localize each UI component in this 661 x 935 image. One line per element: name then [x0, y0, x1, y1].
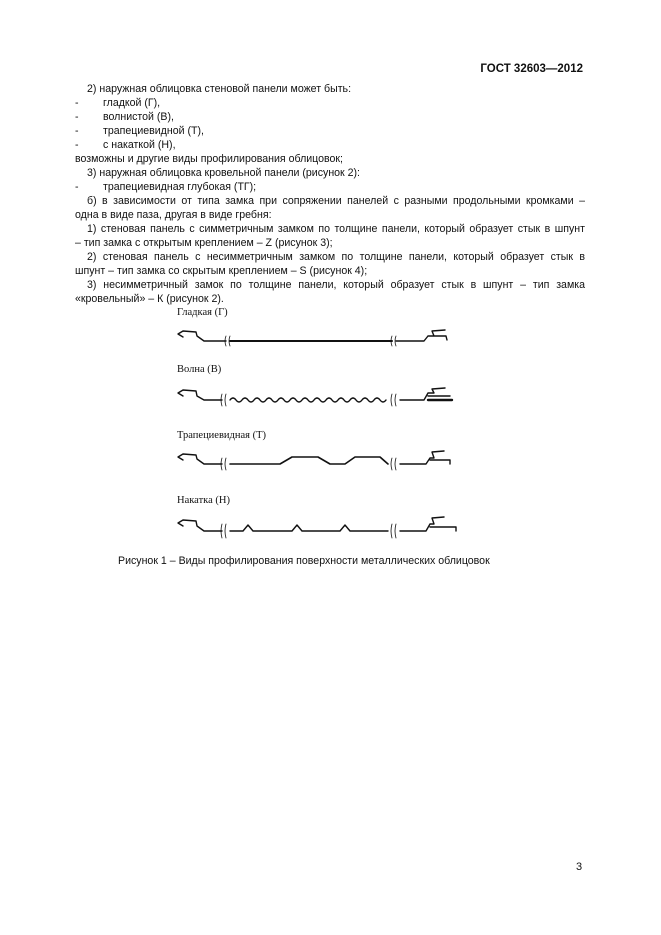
profile-smooth-drawing	[178, 330, 447, 346]
profile-knurl-drawing	[178, 517, 456, 538]
bullet-dash: -	[75, 181, 79, 193]
profile-trapezoid-drawing	[178, 451, 450, 470]
line-text: трапециевидной (Т),	[103, 125, 204, 137]
bullet-dash: -	[75, 125, 79, 137]
line-text: 3) несимметричный замок по толщине панели, который образует стык в шпунт – тип замка	[87, 279, 585, 291]
profile-label-trapezoid: Трапециевидная (Т)	[177, 430, 267, 441]
profile-label-knurl: Накатка (Н)	[177, 495, 230, 506]
document-header: ГОСТ 32603—2012	[480, 63, 583, 75]
line-text: трапециевидная глубокая (ТГ);	[103, 181, 257, 193]
line-text: 1) стеновая панель с симметричным замком по толщине панели, который образует стык в шпунт	[87, 223, 585, 235]
line-text: одна в виде паза, другая в виде гребня:	[75, 209, 272, 221]
profile-wave-drawing	[178, 388, 452, 406]
line-text: «кровельный» – К (рисунок 2).	[75, 293, 224, 305]
line-text: шпунт – тип замка со скрытым креплением – S (рисунок 4);	[75, 265, 368, 277]
line-text: 2) наружная облицовка стеновой панели может быть:	[87, 83, 352, 95]
profile-label-wave: Волна (В)	[177, 364, 222, 375]
bullet-dash: -	[75, 139, 79, 151]
page-number: 3	[576, 861, 583, 873]
line-text: 2) стеновая панель с несимметричным замком по толщине панели, который образует стык в	[87, 251, 585, 263]
line-text: б) в зависимости от типа замка при сопряжении панелей с разными продольными кромками –	[87, 195, 585, 207]
line-text: гладкой (Г),	[103, 97, 161, 109]
bullet-dash: -	[75, 111, 79, 123]
line-text: 3) наружная облицовка кровельной панели (рисунок 2):	[87, 167, 361, 179]
line-text: с накаткой (Н),	[103, 139, 176, 151]
profile-label-smooth: Гладкая (Г)	[177, 307, 228, 318]
bullet-dash: -	[75, 97, 79, 109]
line-text: волнистой (В),	[103, 111, 174, 123]
figure-caption: Рисунок 1 – Виды профилирования поверхности металлических облицовок	[118, 555, 490, 567]
line-text: возможны и другие виды профилирования облицовок;	[75, 153, 343, 165]
line-text: – тип замка с открытым креплением – Z (рисунок 3);	[75, 237, 333, 249]
